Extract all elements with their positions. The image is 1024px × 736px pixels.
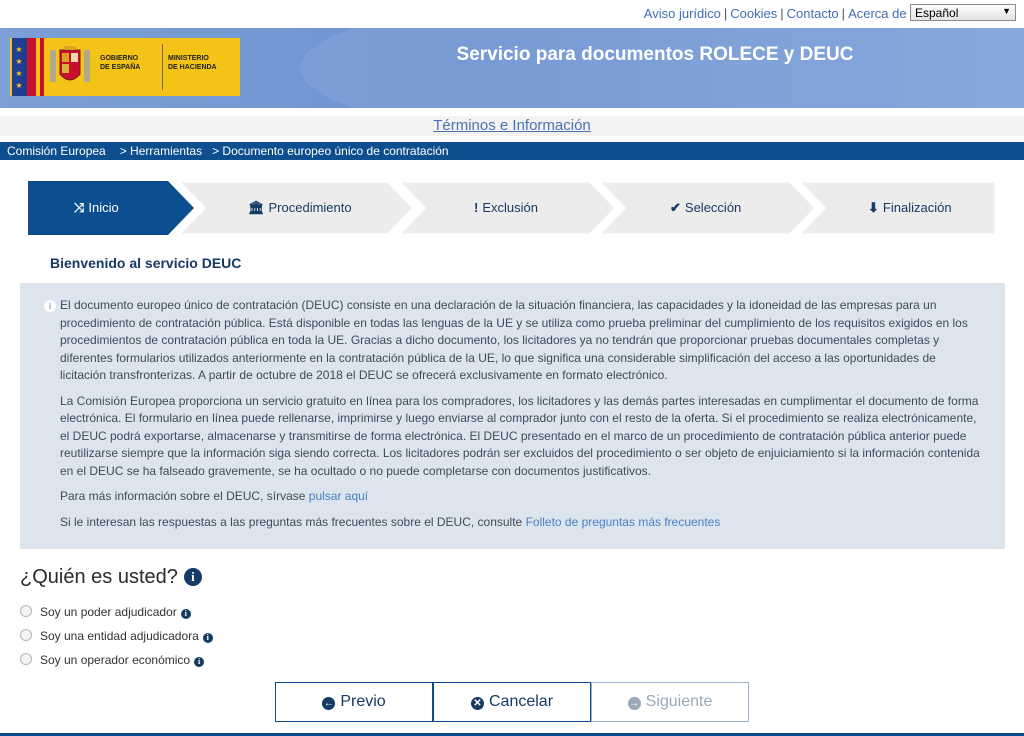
exclamation-icon: !: [474, 200, 479, 215]
top-links: [644, 6, 916, 21]
info-icon[interactable]: i: [184, 568, 202, 586]
language-select-value: Español: [915, 6, 959, 20]
radio-button[interactable]: [20, 653, 32, 665]
breadcrumb-item-european-commission[interactable]: Comisión Europea: [7, 144, 106, 158]
bank-icon: 🏛: [248, 200, 265, 215]
radio-button[interactable]: [20, 605, 32, 617]
step-exclusion[interactable]: [398, 181, 620, 235]
step-procedimiento[interactable]: [178, 181, 418, 235]
coat-of-arms-icon: [48, 44, 92, 90]
about-link[interactable]: Acerca de: [848, 6, 907, 21]
cancel-button[interactable]: [433, 682, 591, 722]
faq-link[interactable]: Folleto de preguntas más frecuentes: [525, 514, 721, 529]
step-label: [868, 181, 952, 235]
arrow-right-circle-icon: →: [629, 698, 640, 709]
contact-link[interactable]: Contacto: [786, 6, 839, 21]
role-option-contracting-authority[interactable]: [20, 605, 191, 619]
separator: |: [841, 6, 846, 21]
top-utility-bar: [0, 0, 1024, 28]
separator: |: [780, 6, 784, 21]
step-label: [248, 181, 352, 235]
logo-divider: [162, 44, 163, 90]
service-title: Servicio para documentos ROLECE y DEUC: [456, 44, 854, 65]
more-info-link[interactable]: pulsar aquí: [308, 489, 369, 503]
info-paragraph-1: El documento europeo único de contratación (DEUC) consiste en una declaración de la situación financiera, las capacidades y la idoneidad de las empresas para un procedimiento de contratación pública. Está disponible en todas las lenguas de la UE y se utiliza como prueba preliminar del cumplimiento de los requisitos exigidos en los procedimientos de contratación pública en toda la UE. Gracias a dicho documento, los licitadores ya no tendrán que proporcionar pruebas documentales completas y diferentes formularios utilizados anteriormente en la contratación pública de la UE, lo que significa una considerable simplificación del acceso a las oportunidades de licitación transfronterizas. A partir de octubre de 2018 el DEUC se ofrecerá exclusivamente en formato electrónico.: [60, 298, 968, 382]
separator: |: [723, 6, 728, 21]
info-icon: i: [44, 300, 56, 312]
spain-flag-stripe: [40, 38, 44, 96]
step-label: [74, 181, 119, 235]
breadcrumb-item-tools[interactable]: > Herramientas: [119, 144, 203, 158]
language-select[interactable]: [910, 4, 1016, 21]
who-are-you-text: ¿Quién es usted?: [20, 566, 178, 588]
ministry-line-2: DE HACIENDA: [168, 64, 217, 71]
info-box: [20, 283, 1005, 549]
ministry-line-1: MINISTERIO: [168, 55, 209, 62]
shuffle-icon: ⤨: [74, 200, 85, 215]
role-option-contracting-entity[interactable]: [20, 629, 213, 643]
breadcrumb-item-espd[interactable]: > Documento europeo único de contratación: [212, 144, 449, 158]
info-paragraph-3-text: Para más información sobre el DEUC, sírvase: [60, 489, 309, 503]
role-option-label: Soy un poder adjudicador: [40, 605, 177, 619]
step-label: [670, 181, 741, 235]
step-label-text: Exclusión: [482, 200, 538, 215]
previous-button-label: Previo: [340, 693, 386, 710]
header-banner: [0, 28, 1024, 108]
next-button-label: Siguiente: [645, 693, 713, 710]
step-label-text: Inicio: [88, 200, 119, 215]
step-seleccion[interactable]: [598, 181, 820, 235]
legal-notice-link[interactable]: Aviso jurídico: [643, 6, 721, 21]
step-inicio[interactable]: [28, 181, 194, 235]
arrow-left-circle-icon: ←: [323, 698, 334, 709]
info-icon[interactable]: i: [181, 609, 191, 619]
role-option-label: Soy una entidad adjudicadora: [40, 629, 199, 643]
download-icon: ⬇: [868, 200, 879, 215]
step-label-text: Selección: [684, 200, 742, 215]
info-icon[interactable]: i: [203, 633, 213, 643]
next-button[interactable]: [591, 682, 749, 722]
breadcrumb: [0, 142, 1024, 160]
spain-flag-stripe: [27, 38, 36, 96]
previous-button[interactable]: [275, 682, 433, 722]
eu-stars-icon: ★ ★ ★ ★: [15, 45, 23, 90]
info-paragraph-4-text: Si le interesan las respuestas a las preguntas más frecuentes sobre el DEUC, consulte: [60, 514, 526, 529]
cookies-link[interactable]: Cookies: [730, 6, 778, 21]
terms-bar: [0, 116, 1024, 136]
wizard-steps: [28, 181, 996, 235]
step-label-text: Finalización: [882, 200, 952, 215]
government-name: [100, 54, 140, 72]
step-label: [474, 181, 538, 235]
close-circle-icon: ✕: [471, 697, 484, 710]
step-label-text: Procedimiento: [268, 200, 352, 215]
government-logo[interactable]: [10, 38, 240, 96]
info-paragraph-3: [60, 488, 985, 506]
check-circle-icon: ✔: [670, 200, 681, 215]
gov-line-2: DE ESPAÑA: [100, 64, 141, 71]
cancel-button-label: Cancelar: [488, 693, 554, 710]
role-option-economic-operator[interactable]: [20, 653, 204, 667]
gov-line-1: GOBIERNO: [100, 55, 139, 62]
ministry-name: [168, 54, 217, 72]
terms-link[interactable]: Términos e Información: [433, 117, 591, 134]
info-icon[interactable]: i: [194, 657, 204, 667]
chevron-down-icon: ▼: [1002, 6, 1011, 16]
role-option-label: Soy un operador económico: [40, 653, 191, 667]
step-finalizacion[interactable]: [798, 181, 996, 235]
info-paragraph-2: La Comisión Europea proporciona un servicio gratuito en línea para los compradores, los licitadores y las demás partes interesadas en cumplimentar el documento de forma electrónica. El formulario en línea puede rellenarse, imprimirse y luego enviarse al comprador junto con el resto de la oferta. Si el procedimiento se realiza electrónicamente, el DEUC podrá exportarse, almacenarse y transmitirse de forma electrónica. El DEUC presentado en el marco de un procedimiento de contratación pública anterior puede reutilizarse siempre que la información siga siendo correcta. Los licitadores podrán ser excluidos del procedimiento o ser objeto de enjuiciamiento si la información contenida en el DEUC se ha falseado gravemente, se ha ocultado o no puede completarse con documentos justificativos.: [60, 393, 980, 478]
info-paragraph-4: [60, 514, 985, 532]
banner-decoration: [300, 28, 1024, 108]
who-are-you-heading: [20, 566, 202, 589]
radio-button[interactable]: [20, 629, 32, 641]
welcome-title: Bienvenido al servicio DEUC: [50, 255, 242, 271]
